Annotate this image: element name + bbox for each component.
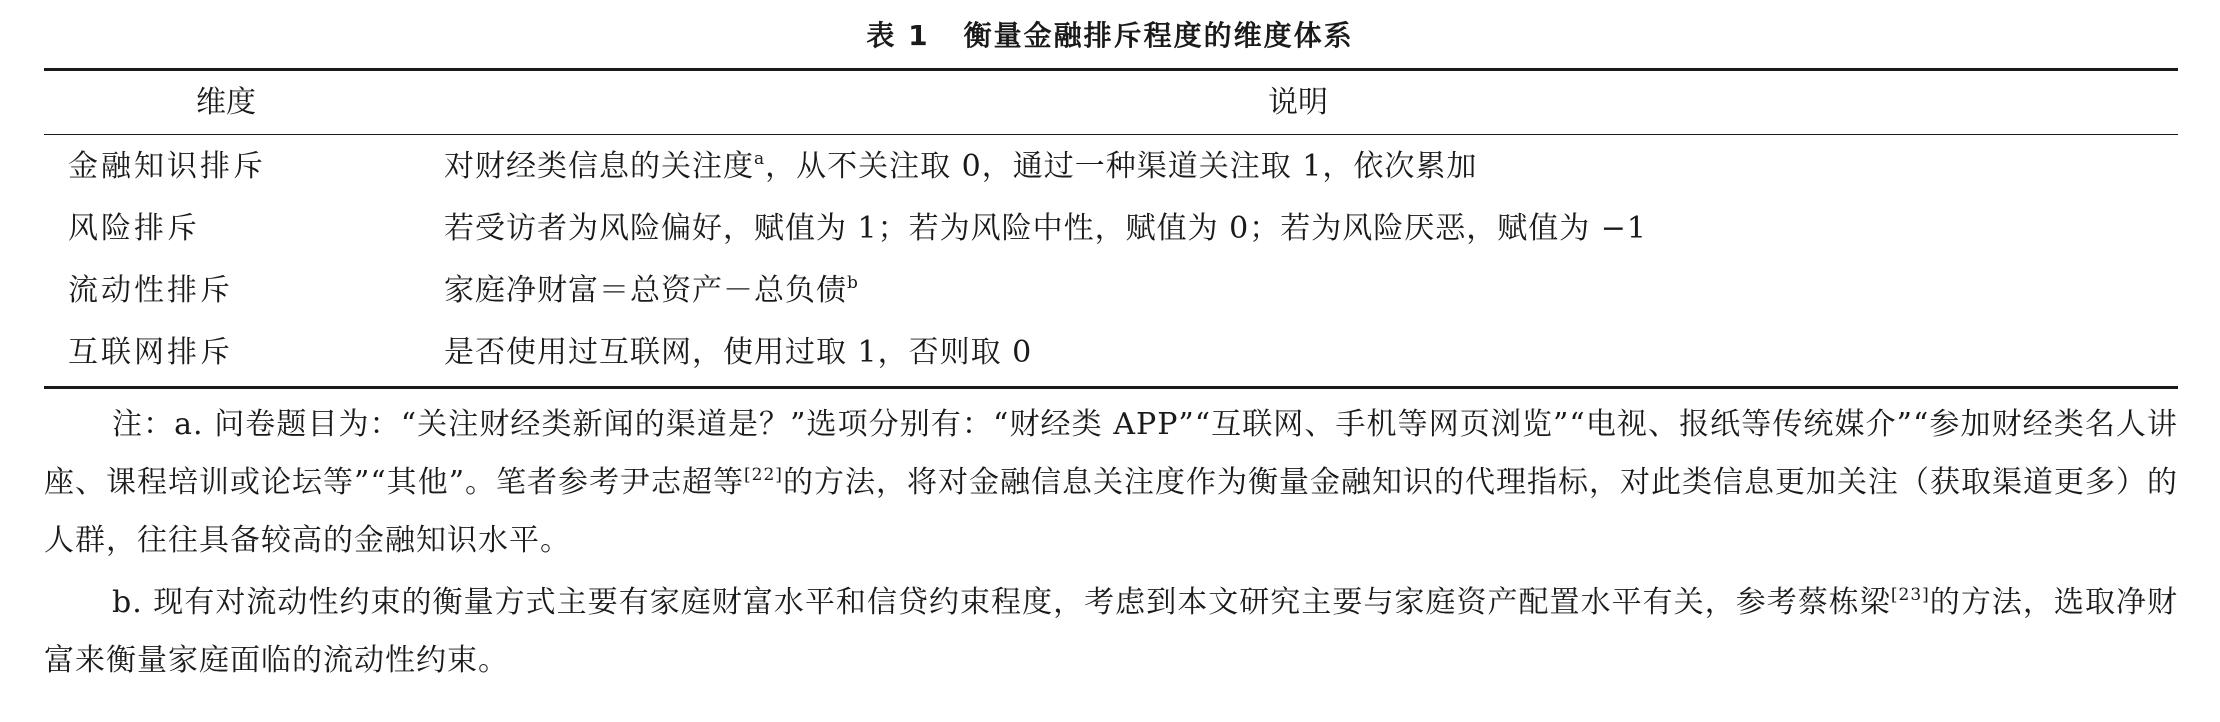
footnote-marker-a: a (754, 149, 766, 169)
row-dimension: 金融知识排斥 (68, 149, 266, 184)
citation-22: [22] (744, 465, 783, 485)
table-caption (0, 16, 2220, 56)
table-title: 衡量金融排斥程度的维度体系 (963, 19, 1354, 52)
row-description: 是否使用过互联网，使用过取 1，否则取 0 (444, 335, 1033, 370)
table-row (0, 198, 2220, 260)
table-top-rule (44, 68, 2178, 71)
footnote-a: 注：a. 问卷题目为：“关注财经类新闻的渠道是？”选项分别有：“财经类 APP”“互联网、手机等网页浏览”“电视、报纸等传统媒介”“参加财经类名人讲座、课程培训或论坛等”“其他”。笔者参考尹志超等[22]的方法，将对金融信息关注度作为衡量金融知识的代理指标，对此类信息更加关注（获取渠道更多）的人群，往往具备较高的金融知识水平。 (44, 407, 2179, 558)
table-row (0, 260, 2220, 322)
table-bottom-rule (44, 386, 2178, 389)
footnote-b: b. 现有对流动性约束的衡量方式主要有家庭财富水平和信贷约束程度，考虑到本文研究主要与家庭资产配置水平有关，参考蔡栋梁[23]的方法，选取净财富来衡量家庭面临的流动性约束。 (44, 585, 2179, 678)
row-dimension: 风险排斥 (68, 211, 200, 246)
table-number: 表 1 (866, 19, 930, 52)
row-dimension: 流动性排斥 (68, 273, 233, 308)
row-description: 若受访者为风险偏好，赋值为 1；若为风险中性，赋值为 0；若为风险厌恶，赋值为 −1 (444, 211, 1648, 246)
row-description: 对财经类信息的关注度$^a$，从不关注取 0，通过一种渠道关注取 1，依次累加 (444, 149, 1478, 184)
table-row (0, 322, 2220, 384)
table-header-rule (44, 134, 2178, 135)
table-row (0, 136, 2220, 198)
header-description: 说明 (1268, 85, 1328, 120)
row-dimension: 互联网排斥 (68, 335, 233, 370)
header-dimension: 维度 (196, 85, 256, 120)
footnote-marker-b: b (847, 273, 859, 293)
citation-23: [23] (1890, 585, 1930, 605)
row-description: 家庭净财富＝总资产－总负债$^b$ (444, 273, 859, 308)
